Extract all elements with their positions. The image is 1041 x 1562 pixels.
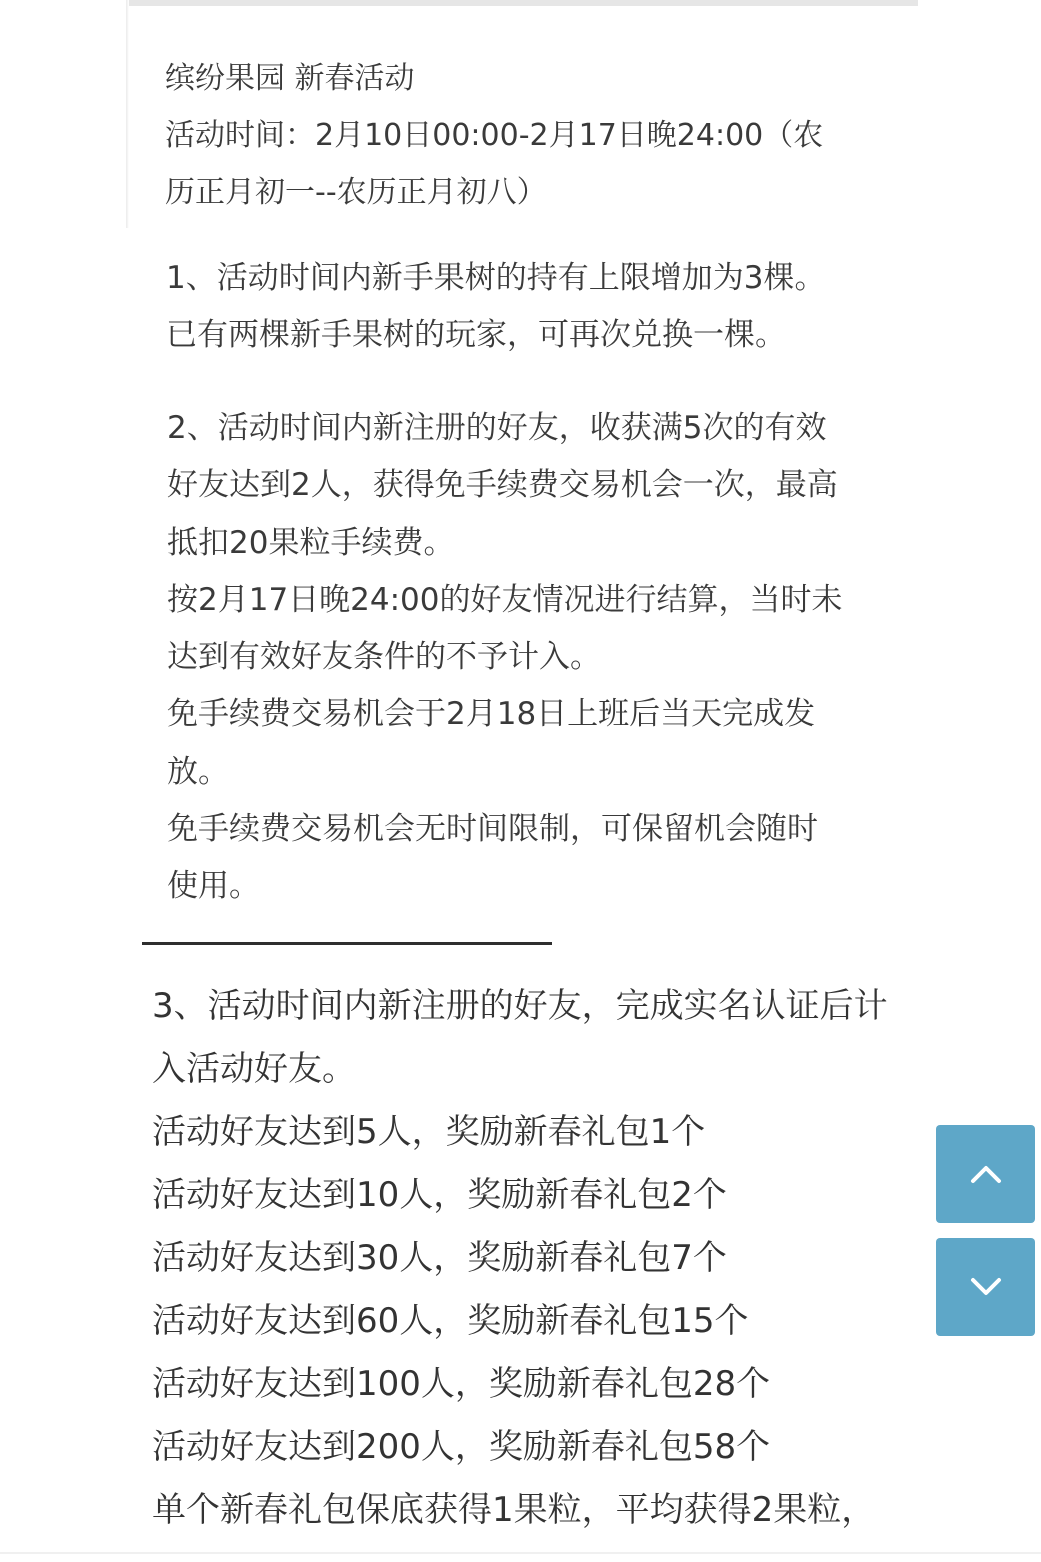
rule-1-line: 1、活动时间内新手果树的持有上限增加为3棵。	[166, 260, 826, 296]
rule-3-section	[152, 975, 952, 1542]
event-time-line-2: 历正月初一--农历正月初八）	[165, 175, 547, 210]
top-divider	[128, 0, 918, 6]
rule-2-line: 好友达到2人，获得免手续费交易机会一次，最高	[167, 467, 838, 504]
reward-tier-line: 活动好友达到200人，奖励新春礼包58个	[152, 1427, 771, 1467]
rule-2-line: 免手续费交易机会无时间限制，可保留机会随时	[167, 811, 818, 848]
rule-2-line: 按2月17日晚24:00的好友情况进行结算，当时未	[167, 581, 843, 618]
reward-tier-line: 活动好友达到5人，奖励新春礼包1个	[152, 1112, 706, 1152]
rule-2-line: 抵扣20果粒手续费。	[167, 524, 455, 561]
reward-tier-line: 活动好友达到100人，奖励新春礼包28个	[152, 1364, 771, 1404]
scroll-down-button[interactable]	[936, 1238, 1035, 1336]
reward-tier-line: 活动好友达到30人，奖励新春礼包7个	[152, 1238, 727, 1278]
chevron-down-icon	[969, 1276, 1003, 1298]
rule-3-line: 入活动好友。	[152, 1049, 356, 1089]
rule-2-line: 放。	[167, 753, 229, 790]
rule-2-line: 2、活动时间内新注册的好友，收获满5次的有效	[167, 410, 827, 446]
rule-2-section	[167, 400, 907, 916]
event-time-line-1: 活动时间：2月10日00:00-2月17日晚24:00（农	[165, 118, 824, 153]
chevron-up-icon	[969, 1163, 1003, 1185]
reward-tier-line: 活动好友达到10人，奖励新春礼包2个	[152, 1175, 727, 1215]
rule-1-section	[166, 250, 906, 364]
rule-3-line: 单个新春礼包保底获得1果粒，平均获得2果粒，	[152, 1490, 876, 1530]
bottom-divider	[0, 1552, 1041, 1554]
rule-3-line: 3、活动时间内新注册的好友，完成实名认证后计	[152, 986, 888, 1026]
event-title: 缤纷果园 新春活动	[165, 61, 415, 96]
left-edge-shadow	[126, 0, 129, 228]
rule-2-line: 达到有效好友条件的不予计入。	[167, 639, 601, 676]
scroll-up-button[interactable]	[936, 1125, 1035, 1223]
rule-2-line: 免手续费交易机会于2月18日上班后当天完成发	[167, 696, 816, 733]
rule-2-line: 使用。	[167, 868, 260, 905]
reward-tier-line: 活动好友达到60人，奖励新春礼包15个	[152, 1301, 749, 1341]
section-divider	[142, 942, 552, 945]
event-header	[165, 50, 895, 221]
rule-1-line: 已有两棵新手果树的玩家，可再次兑换一棵。	[166, 317, 786, 353]
